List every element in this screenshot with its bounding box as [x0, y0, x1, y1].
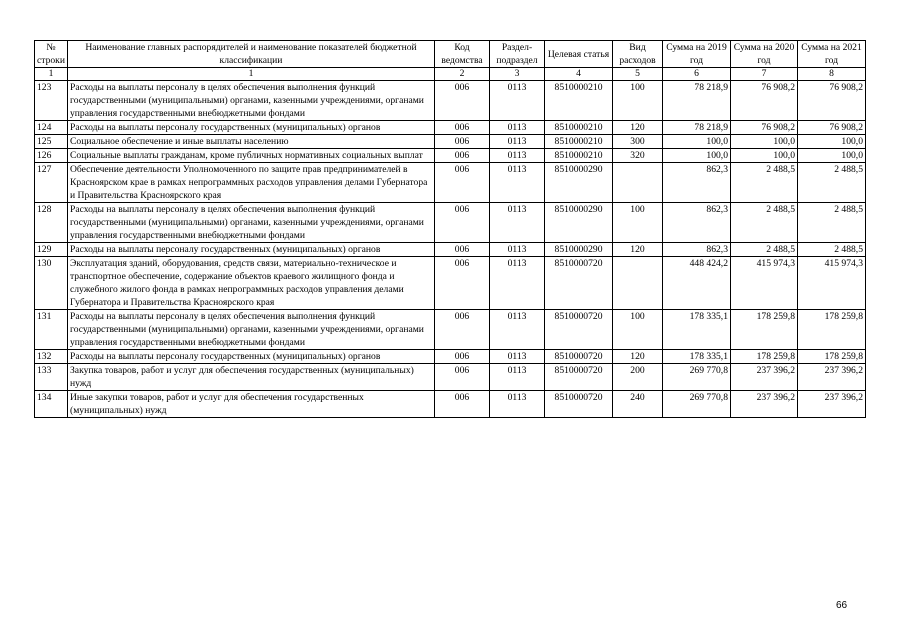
sum-2020-cell: 237 396,2 [731, 391, 798, 418]
sum-2019-cell: 178 335,1 [663, 310, 731, 350]
sum-2021-cell: 237 396,2 [798, 391, 866, 418]
target-article-cell: 8510000290 [545, 243, 613, 257]
expense-type-cell: 120 [613, 350, 663, 364]
sum-2020-cell: 415 974,3 [731, 257, 798, 310]
sum-2019-cell: 862,3 [663, 243, 731, 257]
target-article-cell: 8510000290 [545, 203, 613, 243]
sum-2019-cell: 100,0 [663, 149, 731, 163]
row-name-cell: Социальные выплаты гражданам, кроме публичных нормативных социальных выплат [68, 149, 435, 163]
header-expense-type: Вид расходов [613, 41, 663, 68]
row-number-cell: 124 [35, 121, 68, 135]
sum-2019-cell: 78 218,9 [663, 81, 731, 121]
column-number-row [35, 68, 866, 81]
section-code-cell: 0113 [490, 81, 545, 121]
table-row [35, 149, 866, 163]
dept-code-cell: 006 [435, 243, 490, 257]
header-name: Наименование главных распорядителей и наименование показателей бюджетной классификации [68, 41, 435, 68]
section-code-cell: 0113 [490, 243, 545, 257]
dept-code-cell: 006 [435, 163, 490, 203]
target-article-cell: 8510000720 [545, 257, 613, 310]
row-number-cell: 132 [35, 350, 68, 364]
row-name-cell: Обеспечение деятельности Уполномоченного по защите прав предпринимателей в Красноярском крае в рамках непрограммных расходов управления делами Губернатора и Правительства Красноярского края [68, 163, 435, 203]
section-code-cell: 0113 [490, 121, 545, 135]
table-row [35, 203, 866, 243]
row-name-cell: Расходы на выплаты персоналу в целях обеспечения выполнения функций государственными (муниципальными) органами, казенными учреждениями, органами управления государственными внебюджетными фондами [68, 310, 435, 350]
sum-2020-cell: 2 488,5 [731, 203, 798, 243]
section-code-cell: 0113 [490, 203, 545, 243]
dept-code-cell: 006 [435, 257, 490, 310]
expense-type-cell: 320 [613, 149, 663, 163]
row-name-cell: Расходы на выплаты персоналу в целях обеспечения выполнения функций государственными (муниципальными) органами, казенными учреждениями, органами управления государственными внебюджетными фондами [68, 81, 435, 121]
section-code-cell: 0113 [490, 310, 545, 350]
sum-2021-cell: 415 974,3 [798, 257, 866, 310]
dept-code-cell: 006 [435, 135, 490, 149]
table-row [35, 243, 866, 257]
row-number-cell: 126 [35, 149, 68, 163]
sum-2020-cell: 100,0 [731, 149, 798, 163]
row-name-cell: Расходы на выплаты персоналу государственных (муниципальных) органов [68, 243, 435, 257]
dept-code-cell: 006 [435, 149, 490, 163]
row-number-cell: 131 [35, 310, 68, 350]
row-name-cell: Закупка товаров, работ и услуг для обеспечения государственных (муниципальных) нужд [68, 364, 435, 391]
sum-2019-cell: 269 770,8 [663, 364, 731, 391]
expense-type-cell: 240 [613, 391, 663, 418]
table-row [35, 364, 866, 391]
header-sum-2019: Сумма на 2019 год [663, 41, 731, 68]
sum-2019-cell: 178 335,1 [663, 350, 731, 364]
sum-2021-cell: 178 259,8 [798, 350, 866, 364]
sum-2021-cell: 2 488,5 [798, 243, 866, 257]
column-number: 3 [490, 68, 545, 81]
row-number-cell: 125 [35, 135, 68, 149]
column-number: 7 [731, 68, 798, 81]
section-code-cell: 0113 [490, 257, 545, 310]
row-number-cell: 123 [35, 81, 68, 121]
expense-type-cell: 200 [613, 364, 663, 391]
page-number: 66 [836, 600, 848, 611]
table-row [35, 163, 866, 203]
table-header [35, 41, 866, 81]
column-number: 8 [798, 68, 866, 81]
sum-2021-cell: 100,0 [798, 149, 866, 163]
target-article-cell: 8510000720 [545, 350, 613, 364]
row-name-cell: Расходы на выплаты персоналу государственных (муниципальных) органов [68, 121, 435, 135]
expense-type-cell: 120 [613, 243, 663, 257]
sum-2019-cell: 78 218,9 [663, 121, 731, 135]
target-article-cell: 8510000210 [545, 81, 613, 121]
dept-code-cell: 006 [435, 391, 490, 418]
header-sum-2020: Сумма на 2020 год [731, 41, 798, 68]
sum-2021-cell: 76 908,2 [798, 81, 866, 121]
section-code-cell: 0113 [490, 163, 545, 203]
dept-code-cell: 006 [435, 364, 490, 391]
row-name-cell: Эксплуатация зданий, оборудования, средств связи, материально-техническое и транспортное обеспечение, содержание объектов краевого жилищного фонда и служебного жилого фонда в рамках непрограммных расходов управления делами Губернатора и Правительства Красноярского края [68, 257, 435, 310]
sum-2020-cell: 2 488,5 [731, 243, 798, 257]
sum-2020-cell: 178 259,8 [731, 350, 798, 364]
header-sum-2021: Сумма на 2021 год [798, 41, 866, 68]
sum-2020-cell: 76 908,2 [731, 121, 798, 135]
expense-type-cell: 100 [613, 310, 663, 350]
budget-table [34, 40, 866, 418]
column-number: 2 [435, 68, 490, 81]
expense-type-cell: 120 [613, 121, 663, 135]
table-row [35, 81, 866, 121]
sum-2021-cell: 100,0 [798, 135, 866, 149]
dept-code-cell: 006 [435, 81, 490, 121]
section-code-cell: 0113 [490, 135, 545, 149]
expense-type-cell [613, 257, 663, 310]
row-name-cell: Расходы на выплаты персоналу государственных (муниципальных) органов [68, 350, 435, 364]
target-article-cell: 8510000210 [545, 135, 613, 149]
sum-2019-cell: 862,3 [663, 163, 731, 203]
row-number-cell: 133 [35, 364, 68, 391]
header-row-no: № строки [35, 41, 68, 68]
header-dept: Код ведомства [435, 41, 490, 68]
column-number: 5 [613, 68, 663, 81]
section-code-cell: 0113 [490, 364, 545, 391]
expense-type-cell [613, 163, 663, 203]
sum-2020-cell: 2 488,5 [731, 163, 798, 203]
sum-2021-cell: 237 396,2 [798, 364, 866, 391]
row-name-cell: Иные закупки товаров, работ и услуг для обеспечения государственных (муниципальных) нужд [68, 391, 435, 418]
row-number-cell: 129 [35, 243, 68, 257]
header-section: Раздел-подраздел [490, 41, 545, 68]
column-number: 4 [545, 68, 613, 81]
sum-2021-cell: 2 488,5 [798, 203, 866, 243]
dept-code-cell: 006 [435, 310, 490, 350]
row-number-cell: 128 [35, 203, 68, 243]
sum-2020-cell: 100,0 [731, 135, 798, 149]
table-row [35, 257, 866, 310]
row-name-cell: Расходы на выплаты персоналу в целях обеспечения выполнения функций государственными (муниципальными) органами, казенными учреждениями, органами управления государственными внебюджетными фондами [68, 203, 435, 243]
sum-2019-cell: 862,3 [663, 203, 731, 243]
dept-code-cell: 006 [435, 350, 490, 364]
table-body [35, 81, 866, 418]
dept-code-cell: 006 [435, 121, 490, 135]
sum-2019-cell: 448 424,2 [663, 257, 731, 310]
row-number-cell: 127 [35, 163, 68, 203]
table-row [35, 121, 866, 135]
header-row [35, 41, 866, 68]
sum-2019-cell: 100,0 [663, 135, 731, 149]
section-code-cell: 0113 [490, 149, 545, 163]
sum-2021-cell: 76 908,2 [798, 121, 866, 135]
sum-2021-cell: 178 259,8 [798, 310, 866, 350]
section-code-cell: 0113 [490, 391, 545, 418]
sum-2020-cell: 76 908,2 [731, 81, 798, 121]
header-target: Целевая статья [545, 41, 613, 68]
column-number: 1 [68, 68, 435, 81]
row-name-cell: Социальное обеспечение и иные выплаты населению [68, 135, 435, 149]
expense-type-cell: 300 [613, 135, 663, 149]
expense-type-cell: 100 [613, 81, 663, 121]
table-row [35, 310, 866, 350]
table-row [35, 350, 866, 364]
sum-2020-cell: 237 396,2 [731, 364, 798, 391]
table-row [35, 135, 866, 149]
sum-2019-cell: 269 770,8 [663, 391, 731, 418]
target-article-cell: 8510000210 [545, 121, 613, 135]
section-code-cell: 0113 [490, 350, 545, 364]
row-number-cell: 134 [35, 391, 68, 418]
target-article-cell: 8510000290 [545, 163, 613, 203]
row-number-cell: 130 [35, 257, 68, 310]
target-article-cell: 8510000720 [545, 364, 613, 391]
target-article-cell: 8510000720 [545, 310, 613, 350]
target-article-cell: 8510000720 [545, 391, 613, 418]
sum-2021-cell: 2 488,5 [798, 163, 866, 203]
table-row [35, 391, 866, 418]
sum-2020-cell: 178 259,8 [731, 310, 798, 350]
dept-code-cell: 006 [435, 203, 490, 243]
column-number: 1 [35, 68, 68, 81]
expense-type-cell: 100 [613, 203, 663, 243]
column-number: 6 [663, 68, 731, 81]
target-article-cell: 8510000210 [545, 149, 613, 163]
